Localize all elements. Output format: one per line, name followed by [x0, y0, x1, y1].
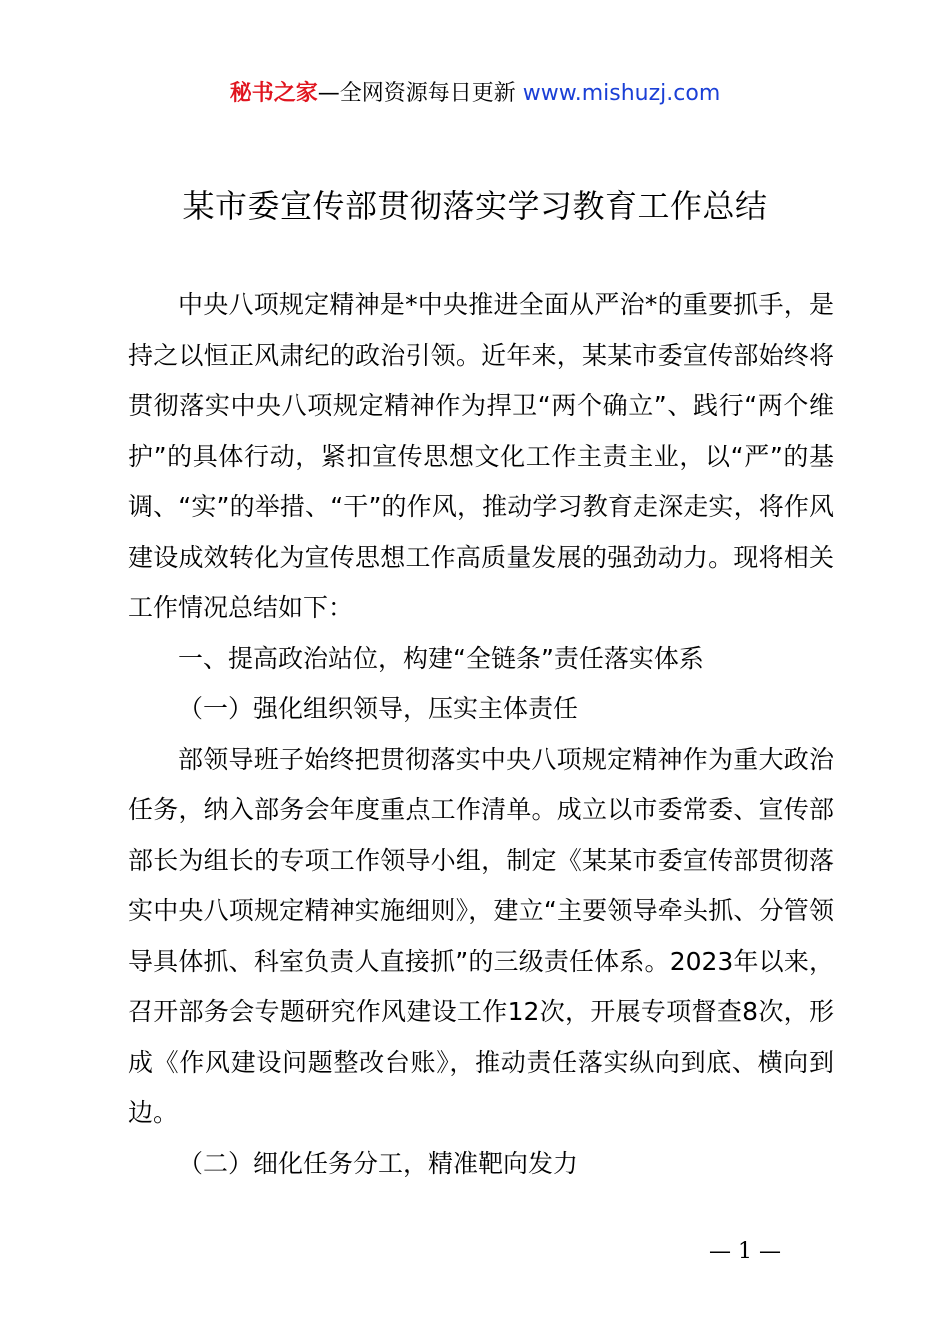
intro-paragraph: 中央八项规定精神是*中央推进全面从严治*的重要抓手，是持之以恒正风肃纪的政治引领。近年来，某某市委宣传部始终将贯彻落实中央八项规定精神作为捍卫“两个确立”、践行“两个维护”的具体行动，紧扣宣传思想文化工作主责主业，以“严”的基调、“实”的举措、“干”的作风，推动学习教育走深走实，将作风建设成效转化为宣传思想工作高质量发展的强劲动力。现将相关工作情况总结如下： — [128, 290, 834, 622]
header-tagline: —全网资源每日更新 — [317, 81, 523, 106]
subsection-heading-2: （二）细化任务分工，精准靶向发力 — [178, 1148, 579, 1178]
document-body — [128, 280, 834, 1189]
site-header — [0, 78, 950, 110]
page-number: — 1 — — [709, 1239, 781, 1264]
subsection-heading-1: （一）强化组织领导，压实主体责任 — [178, 694, 579, 723]
document-title: 某市委宣传部贯彻落实学习教育工作总结 — [182, 187, 768, 225]
site-url[interactable]: www.mishuzj.com — [522, 81, 721, 106]
body-paragraph: 部领导班子始终把贯彻落实中央八项规定精神作为重大政治任务，纳入部务会年度重点工作清单。成立以市委常委、宣传部部长为组长的专项工作领导小组，制定《某某市委宣传部贯彻落实中央八项规定精神实施细则》，建立“主要领导牵头抓、分管领导具体抓、科室负责人直接抓”的三级责任体系。2023年以来，召开部务会专题研究作风建设工作12次，开展专项督查8次，形成《作风建设问题整改台账》，推动责任落实纵向到底、横向到边。 — [128, 744, 834, 1127]
brand-name: 秘书之家 — [229, 81, 318, 106]
section-heading-1: 一、提高政治站位，构建“全链条”责任落实体系 — [178, 643, 704, 673]
